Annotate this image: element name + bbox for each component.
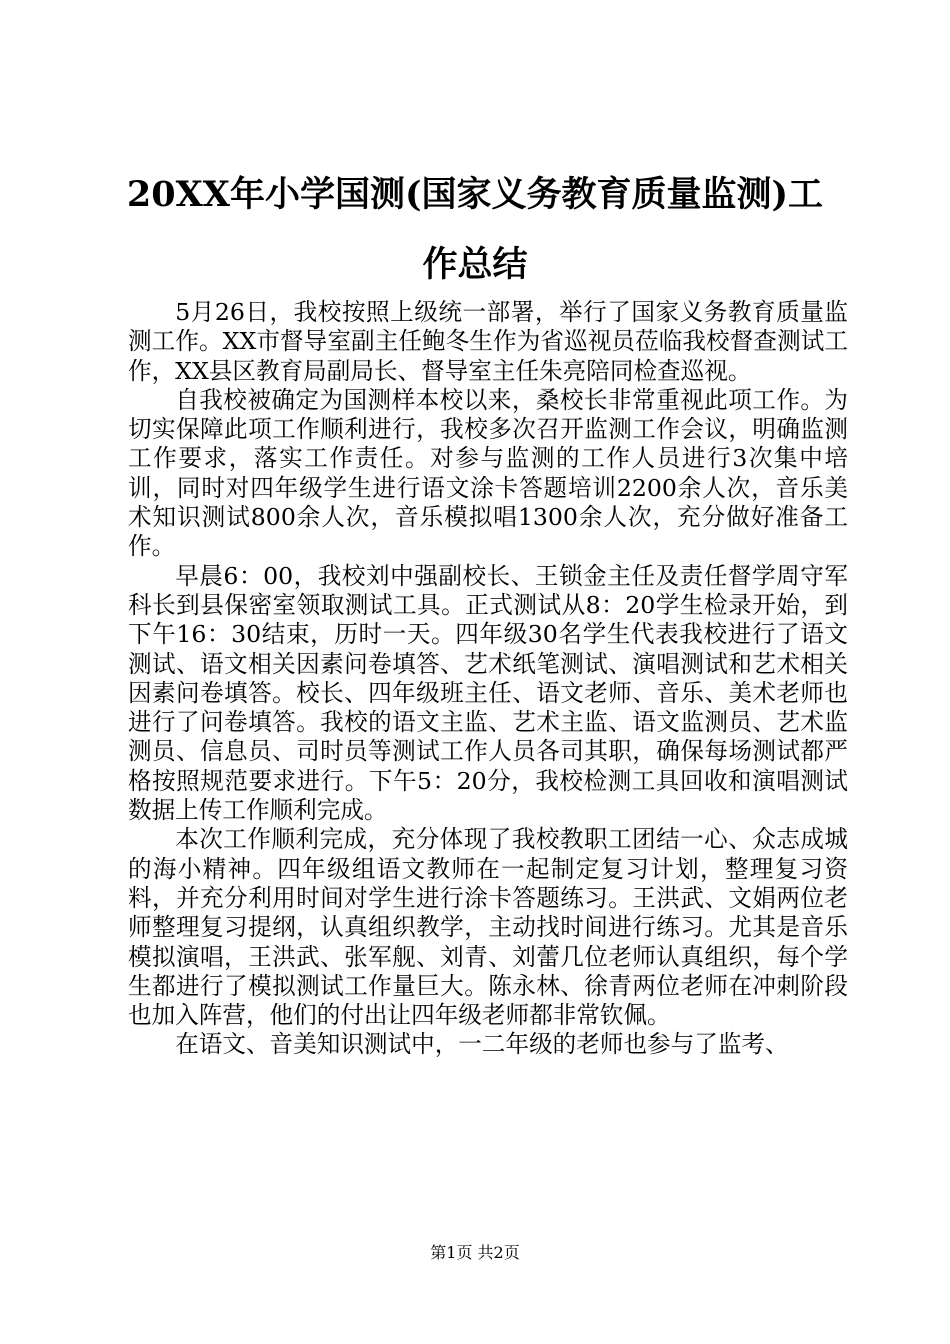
document-title [100,160,850,300]
paragraph: 5月26日，我校按照上级统一部署，举行了国家义务教育质量监测工作。XX市督导室副主任鲍冬生作为省巡视员莅临我校督查测试工作，XX县区教育局副局长、督导室主任朱亮陪同检查巡视。 [128,298,848,385]
page-footer: 第1页 共2页 [430,1243,520,1262]
title-line-1: 20XX年小学国测(国家义务教育质量监测)工 [126,174,824,215]
paragraph: 本次工作顺利完成，充分体现了我校教职工团结一心、众志成城的海小精神。四年级组语文教师在一起制定复习计划，整理复习资料，并充分利用时间对学生进行涂卡答题练习。王洪武、文娟两位老师整理复习提纲，认真组织教学，主动找时间进行练习。尤其是音乐模拟演唱，王洪武、张军舰、刘青、刘蕾几位老师认真组织，每个学生都进行了模拟测试工作量巨大。陈永林、徐青两位老师在冲刺阶段也加入阵营，他们的付出让四年级老师都非常钦佩。 [128,825,848,1030]
paragraph: 早晨6：00，我校刘中强副校长、王锁金主任及责任督学周守军科长到县保密室领取测试工具。正式测试从8：20学生检录开始，到下午16：30结束，历时一天。四年级30名学生代表我校进行了语文测试、语文相关因素问卷填答、艺术纸笔测试、演唱测试和艺术相关因素问卷填答。校长、四年级班主任、语文老师、音乐、美术老师也进行了问卷填答。我校的语文主监、艺术主监、语文监测员、艺术监测员、信息员、司时员等测试工作人员各司其职，确保每场测试都严格按照规范要求进行。下午5：20分，我校检测工具回收和演唱测试数据上传工作顺利完成。 [128,561,848,825]
paragraph: 在语文、音美知识测试中，一二年级的老师也参与了监考、 [175,1030,789,1059]
paragraph: 自我校被确定为国测样本校以来，桑校长非常重视此项工作。为切实保障此项工作顺利进行，我校多次召开监测工作会议，明确监测工作要求，落实工作责任。对参与监测的工作人员进行3次集中培训，同时对四年级学生进行语文涂卡答题培训2200余人次，音乐美术知识测试800余人次，音乐模拟唱1300余人次，充分做好准备工作。 [128,385,848,561]
document-body [128,298,848,1060]
title-line-2: 作总结 [422,244,528,285]
